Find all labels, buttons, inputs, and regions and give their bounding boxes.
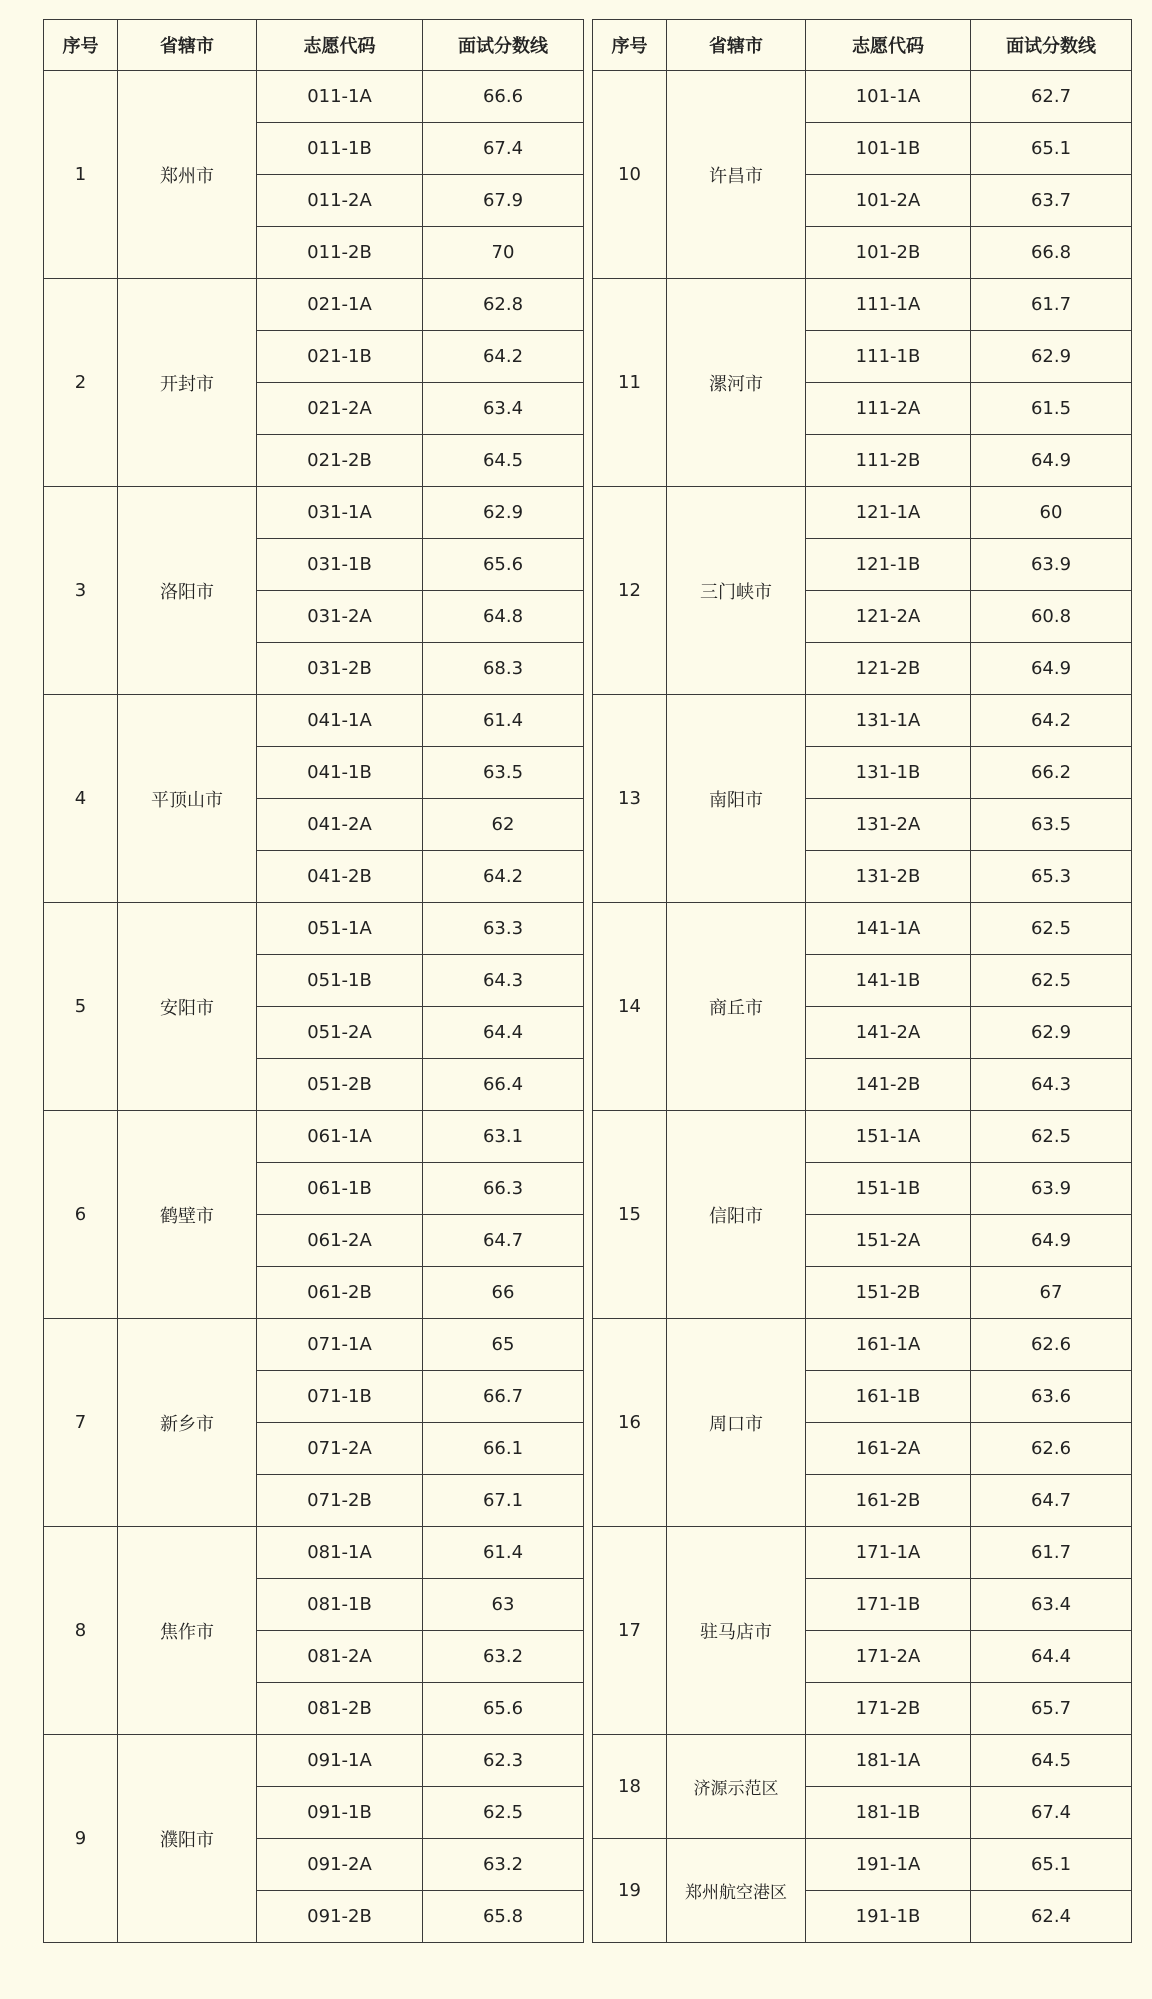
code-cell: 021-1A xyxy=(257,279,423,331)
code-cell: 181-1B xyxy=(806,1787,971,1839)
score-cell: 64.2 xyxy=(423,851,584,903)
score-cell: 63.9 xyxy=(971,539,1132,591)
code-cell: 131-2A xyxy=(806,799,971,851)
score-cell: 65.7 xyxy=(971,1683,1132,1735)
seq-cell: 16 xyxy=(593,1319,667,1527)
code-cell: 071-1B xyxy=(257,1371,423,1423)
city-cell: 新乡市 xyxy=(118,1319,257,1527)
code-cell: 031-2A xyxy=(257,591,423,643)
table-row xyxy=(593,71,1132,123)
code-cell: 141-2B xyxy=(806,1059,971,1111)
score-cell: 66.4 xyxy=(423,1059,584,1111)
score-cell: 64.5 xyxy=(971,1735,1132,1787)
header-score: 面试分数线 xyxy=(971,20,1132,71)
score-cell: 62.5 xyxy=(971,903,1132,955)
score-cell: 63 xyxy=(423,1579,584,1631)
table-row xyxy=(593,1735,1132,1787)
score-cell: 63.7 xyxy=(971,175,1132,227)
header-seq: 序号 xyxy=(44,20,118,71)
code-cell: 121-2B xyxy=(806,643,971,695)
code-cell: 041-2A xyxy=(257,799,423,851)
seq-cell: 13 xyxy=(593,695,667,903)
score-cell: 62.5 xyxy=(971,1111,1132,1163)
code-cell: 011-2A xyxy=(257,175,423,227)
city-cell: 洛阳市 xyxy=(118,487,257,695)
table-row xyxy=(593,695,1132,747)
city-cell: 信阳市 xyxy=(667,1111,806,1319)
code-cell: 081-2A xyxy=(257,1631,423,1683)
score-cell: 64.7 xyxy=(971,1475,1132,1527)
city-cell: 鹤壁市 xyxy=(118,1111,257,1319)
score-cell: 63.6 xyxy=(971,1371,1132,1423)
header-code: 志愿代码 xyxy=(257,20,423,71)
table-row xyxy=(593,1839,1132,1891)
city-cell: 三门峡市 xyxy=(667,487,806,695)
seq-cell: 9 xyxy=(44,1735,118,1943)
code-cell: 161-2B xyxy=(806,1475,971,1527)
score-cell: 66.3 xyxy=(423,1163,584,1215)
code-cell: 171-1B xyxy=(806,1579,971,1631)
code-cell: 051-2A xyxy=(257,1007,423,1059)
seq-cell: 7 xyxy=(44,1319,118,1527)
table-body-right xyxy=(593,71,1132,1943)
code-cell: 071-1A xyxy=(257,1319,423,1371)
score-cell: 62.6 xyxy=(971,1423,1132,1475)
score-cell: 63.4 xyxy=(423,383,584,435)
score-cell: 65.3 xyxy=(971,851,1132,903)
score-cell: 66 xyxy=(423,1267,584,1319)
code-cell: 051-1A xyxy=(257,903,423,955)
score-cell: 64.3 xyxy=(423,955,584,1007)
code-cell: 151-1B xyxy=(806,1163,971,1215)
score-cell: 62.7 xyxy=(971,71,1132,123)
code-cell: 141-2A xyxy=(806,1007,971,1059)
score-cell: 61.7 xyxy=(971,279,1132,331)
city-cell: 济源示范区 xyxy=(667,1735,806,1839)
city-cell: 郑州市 xyxy=(118,71,257,279)
table-row xyxy=(44,279,584,331)
code-cell: 061-2A xyxy=(257,1215,423,1267)
score-cell: 63.2 xyxy=(423,1631,584,1683)
code-cell: 121-1A xyxy=(806,487,971,539)
seq-cell: 12 xyxy=(593,487,667,695)
seq-cell: 8 xyxy=(44,1527,118,1735)
code-cell: 071-2B xyxy=(257,1475,423,1527)
code-cell: 151-2B xyxy=(806,1267,971,1319)
score-cell: 68.3 xyxy=(423,643,584,695)
score-cell: 61.4 xyxy=(423,1527,584,1579)
score-table-left xyxy=(43,19,584,1943)
score-cell: 63.4 xyxy=(971,1579,1132,1631)
seq-cell: 4 xyxy=(44,695,118,903)
score-cell: 66.6 xyxy=(423,71,584,123)
score-cell: 63.5 xyxy=(971,799,1132,851)
score-cell: 62.4 xyxy=(971,1891,1132,1943)
table-row xyxy=(593,279,1132,331)
table-row xyxy=(44,1735,584,1787)
header-code: 志愿代码 xyxy=(806,20,971,71)
code-cell: 101-2B xyxy=(806,227,971,279)
code-cell: 191-1B xyxy=(806,1891,971,1943)
score-cell: 64.2 xyxy=(423,331,584,383)
code-cell: 101-2A xyxy=(806,175,971,227)
city-cell: 安阳市 xyxy=(118,903,257,1111)
score-cell: 67.1 xyxy=(423,1475,584,1527)
code-cell: 141-1A xyxy=(806,903,971,955)
seq-cell: 10 xyxy=(593,71,667,279)
code-cell: 061-1A xyxy=(257,1111,423,1163)
score-cell: 65.1 xyxy=(971,123,1132,175)
table-row xyxy=(44,695,584,747)
score-cell: 65.8 xyxy=(423,1891,584,1943)
code-cell: 171-2B xyxy=(806,1683,971,1735)
code-cell: 171-1A xyxy=(806,1527,971,1579)
seq-cell: 3 xyxy=(44,487,118,695)
code-cell: 131-2B xyxy=(806,851,971,903)
score-cell: 64.8 xyxy=(423,591,584,643)
code-cell: 091-1A xyxy=(257,1735,423,1787)
score-cell: 65 xyxy=(423,1319,584,1371)
score-cell: 70 xyxy=(423,227,584,279)
code-cell: 171-2A xyxy=(806,1631,971,1683)
header-city: 省辖市 xyxy=(118,20,257,71)
score-cell: 63.1 xyxy=(423,1111,584,1163)
city-cell: 商丘市 xyxy=(667,903,806,1111)
score-cell: 64.3 xyxy=(971,1059,1132,1111)
score-cell: 66.7 xyxy=(423,1371,584,1423)
seq-cell: 15 xyxy=(593,1111,667,1319)
score-cell: 67 xyxy=(971,1267,1132,1319)
code-cell: 061-1B xyxy=(257,1163,423,1215)
code-cell: 011-1B xyxy=(257,123,423,175)
header-city: 省辖市 xyxy=(667,20,806,71)
code-cell: 011-1A xyxy=(257,71,423,123)
city-cell: 漯河市 xyxy=(667,279,806,487)
city-cell: 焦作市 xyxy=(118,1527,257,1735)
seq-cell: 1 xyxy=(44,71,118,279)
score-cell: 62.9 xyxy=(971,331,1132,383)
score-cell: 62.8 xyxy=(423,279,584,331)
code-cell: 081-2B xyxy=(257,1683,423,1735)
score-cell: 61.5 xyxy=(971,383,1132,435)
code-cell: 121-2A xyxy=(806,591,971,643)
code-cell: 041-1B xyxy=(257,747,423,799)
header-row xyxy=(44,20,584,71)
code-cell: 031-1B xyxy=(257,539,423,591)
code-cell: 081-1B xyxy=(257,1579,423,1631)
score-cell: 64.9 xyxy=(971,643,1132,695)
code-cell: 131-1A xyxy=(806,695,971,747)
score-cell: 64.9 xyxy=(971,435,1132,487)
score-cell: 64.4 xyxy=(423,1007,584,1059)
city-cell: 驻马店市 xyxy=(667,1527,806,1735)
code-cell: 031-2B xyxy=(257,643,423,695)
code-cell: 121-1B xyxy=(806,539,971,591)
score-cell: 65.6 xyxy=(423,539,584,591)
code-cell: 021-2A xyxy=(257,383,423,435)
score-cell: 67.4 xyxy=(971,1787,1132,1839)
score-cell: 62.5 xyxy=(423,1787,584,1839)
code-cell: 141-1B xyxy=(806,955,971,1007)
score-cell: 62.9 xyxy=(423,487,584,539)
code-cell: 071-2A xyxy=(257,1423,423,1475)
score-cell: 67.9 xyxy=(423,175,584,227)
code-cell: 111-2B xyxy=(806,435,971,487)
seq-cell: 2 xyxy=(44,279,118,487)
code-cell: 091-2A xyxy=(257,1839,423,1891)
seq-cell: 11 xyxy=(593,279,667,487)
code-cell: 111-1A xyxy=(806,279,971,331)
header-seq: 序号 xyxy=(593,20,667,71)
table-row xyxy=(593,1319,1132,1371)
code-cell: 061-2B xyxy=(257,1267,423,1319)
code-cell: 091-1B xyxy=(257,1787,423,1839)
header-score: 面试分数线 xyxy=(423,20,584,71)
score-cell: 62 xyxy=(423,799,584,851)
score-cell: 62.9 xyxy=(971,1007,1132,1059)
code-cell: 161-1A xyxy=(806,1319,971,1371)
code-cell: 161-1B xyxy=(806,1371,971,1423)
score-cell: 64.4 xyxy=(971,1631,1132,1683)
code-cell: 151-1A xyxy=(806,1111,971,1163)
table-row xyxy=(44,1319,584,1371)
seq-cell: 17 xyxy=(593,1527,667,1735)
city-cell: 南阳市 xyxy=(667,695,806,903)
seq-cell: 6 xyxy=(44,1111,118,1319)
city-cell: 郑州航空港区 xyxy=(667,1839,806,1943)
table-body-left xyxy=(44,71,584,1943)
code-cell: 051-2B xyxy=(257,1059,423,1111)
score-cell: 64.7 xyxy=(423,1215,584,1267)
city-cell: 开封市 xyxy=(118,279,257,487)
code-cell: 021-1B xyxy=(257,331,423,383)
code-cell: 091-2B xyxy=(257,1891,423,1943)
code-cell: 101-1B xyxy=(806,123,971,175)
score-cell: 63.2 xyxy=(423,1839,584,1891)
code-cell: 031-1A xyxy=(257,487,423,539)
score-cell: 64.5 xyxy=(423,435,584,487)
score-table-right xyxy=(592,19,1132,1943)
code-cell: 181-1A xyxy=(806,1735,971,1787)
table-row xyxy=(44,487,584,539)
code-cell: 021-2B xyxy=(257,435,423,487)
score-cell: 65.1 xyxy=(971,1839,1132,1891)
city-cell: 平顶山市 xyxy=(118,695,257,903)
score-cell: 66.1 xyxy=(423,1423,584,1475)
seq-cell: 14 xyxy=(593,903,667,1111)
score-cell: 64.2 xyxy=(971,695,1132,747)
code-cell: 101-1A xyxy=(806,71,971,123)
header-row xyxy=(593,20,1132,71)
score-cell: 62.5 xyxy=(971,955,1132,1007)
table-row xyxy=(593,487,1132,539)
score-cell: 62.3 xyxy=(423,1735,584,1787)
score-cell: 61.7 xyxy=(971,1527,1132,1579)
table-row xyxy=(593,1111,1132,1163)
score-cell: 60 xyxy=(971,487,1132,539)
code-cell: 051-1B xyxy=(257,955,423,1007)
table-row xyxy=(44,903,584,955)
score-cell: 65.6 xyxy=(423,1683,584,1735)
code-cell: 111-2A xyxy=(806,383,971,435)
table-row xyxy=(44,1527,584,1579)
code-cell: 161-2A xyxy=(806,1423,971,1475)
score-cell: 66.8 xyxy=(971,227,1132,279)
code-cell: 041-2B xyxy=(257,851,423,903)
code-cell: 011-2B xyxy=(257,227,423,279)
code-cell: 111-1B xyxy=(806,331,971,383)
score-cell: 66.2 xyxy=(971,747,1132,799)
code-cell: 191-1A xyxy=(806,1839,971,1891)
score-cell: 64.9 xyxy=(971,1215,1132,1267)
seq-cell: 18 xyxy=(593,1735,667,1839)
score-cell: 63.3 xyxy=(423,903,584,955)
city-cell: 周口市 xyxy=(667,1319,806,1527)
seq-cell: 19 xyxy=(593,1839,667,1943)
city-cell: 许昌市 xyxy=(667,71,806,279)
code-cell: 081-1A xyxy=(257,1527,423,1579)
score-cell: 61.4 xyxy=(423,695,584,747)
table-row xyxy=(44,71,584,123)
code-cell: 131-1B xyxy=(806,747,971,799)
code-cell: 151-2A xyxy=(806,1215,971,1267)
table-row xyxy=(593,903,1132,955)
score-cell: 67.4 xyxy=(423,123,584,175)
table-row xyxy=(593,1527,1132,1579)
seq-cell: 5 xyxy=(44,903,118,1111)
score-cell: 60.8 xyxy=(971,591,1132,643)
score-cell: 63.5 xyxy=(423,747,584,799)
city-cell: 濮阳市 xyxy=(118,1735,257,1943)
score-cell: 63.9 xyxy=(971,1163,1132,1215)
score-cell: 62.6 xyxy=(971,1319,1132,1371)
table-row xyxy=(44,1111,584,1163)
code-cell: 041-1A xyxy=(257,695,423,747)
